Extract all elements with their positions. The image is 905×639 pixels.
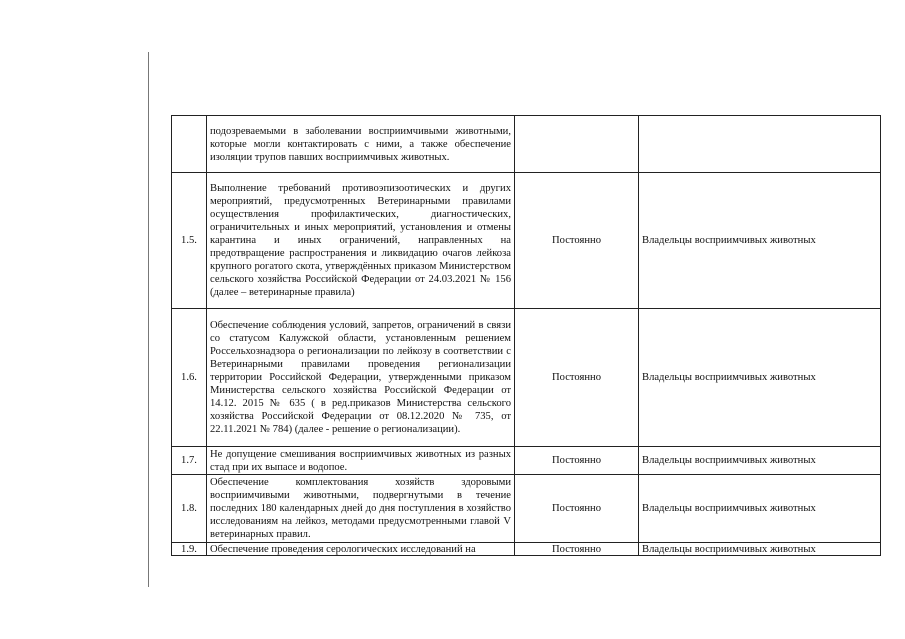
row-description-cell: подозреваемыми в заболевании восприимчивыми животными, которые могли контактировать с ними, а также обеспечение изоляции трупов павших восприимчивых животных. [207,116,515,173]
row-term-cell: Постоянно [515,475,639,543]
row-term-cell [515,543,639,556]
row-number-cell [172,116,207,173]
measures-table [171,115,881,556]
row-number-cell: 1.6. [172,309,207,447]
row-responsible-cell: Владельцы восприимчивых животных [639,309,881,447]
row-responsible-cell [639,116,881,173]
row-term-cell [515,116,639,173]
row-number-cell: 1.7. [172,447,207,475]
row-term-cell: Постоянно [515,447,639,475]
table-row [172,173,881,309]
row-responsible-text: Владельцы восприимчивых животных [642,544,816,555]
table-row [172,116,881,173]
table-row [172,309,881,447]
row-responsible-cell: Владельцы восприимчивых животных [639,475,881,543]
table-row [172,543,881,556]
row-description-cell: Обеспечение комплектования хозяйств здоровыми восприимчивыми животными, подвергнутыми в течение последних 180 календарных дней до дня поступления в хозяйство исследованиям на лейкоз, методами предусмотренными главой V ветеринарных правил. [207,475,515,543]
row-number-text: 1.9. [181,544,197,555]
row-description-cell [207,543,515,556]
row-description-cell: Выполнение требований противоэпизоотических и других мероприятий, предусмотренных Ветеринарными правилами осуществления профилактических, диагностических, ограничительных и иных мероприятий, установления и отмены карантина и иных ограничений, направленных на предотвращение распространения и ликвидацию очагов лейкоза крупного рогатого скота, утверждённых приказом Министерством сельского хозяйства Российской Федерации от 24.03.2021 № 156 (далее – ветеринарные правила) [207,173,515,309]
row-responsible-cell: Владельцы восприимчивых животных [639,173,881,309]
row-responsible-cell [639,543,881,556]
row-number-cell: 1.5. [172,173,207,309]
row-number-cell: 1.8. [172,475,207,543]
row-term-text: Постоянно [551,544,601,555]
page-left-edge-line [148,52,149,587]
row-term-cell: Постоянно [515,309,639,447]
row-description-cell: Не допущение смешивания восприимчивых животных из разных стад при их выпасе и водопое. [207,447,515,475]
row-number-cell [172,543,207,556]
table-row [172,475,881,543]
row-description-cell: Обеспечение соблюдения условий, запретов, ограничений в связи со статусом Калужской области, установленным решением Россельхознадзора о регионализации по лейкозу в соответствии с Ветеринарными правилами проведения регионализации территории Российской Федерации, утвержденными приказом Министерства сельского хозяйства Российской Федерации от 14.12. 2015 № 635 ( в ред.приказов Министерства сельского хозяйства Российской Федерации от 08.12.2020 № 735, от 22.11.2021 № 784) (далее - решение о регионализации). [207,309,515,447]
row-description-text: Обеспечение проведения серологических исследований на [210,544,476,555]
table-row [172,447,881,475]
row-responsible-cell: Владельцы восприимчивых животных [639,447,881,475]
row-term-cell: Постоянно [515,173,639,309]
